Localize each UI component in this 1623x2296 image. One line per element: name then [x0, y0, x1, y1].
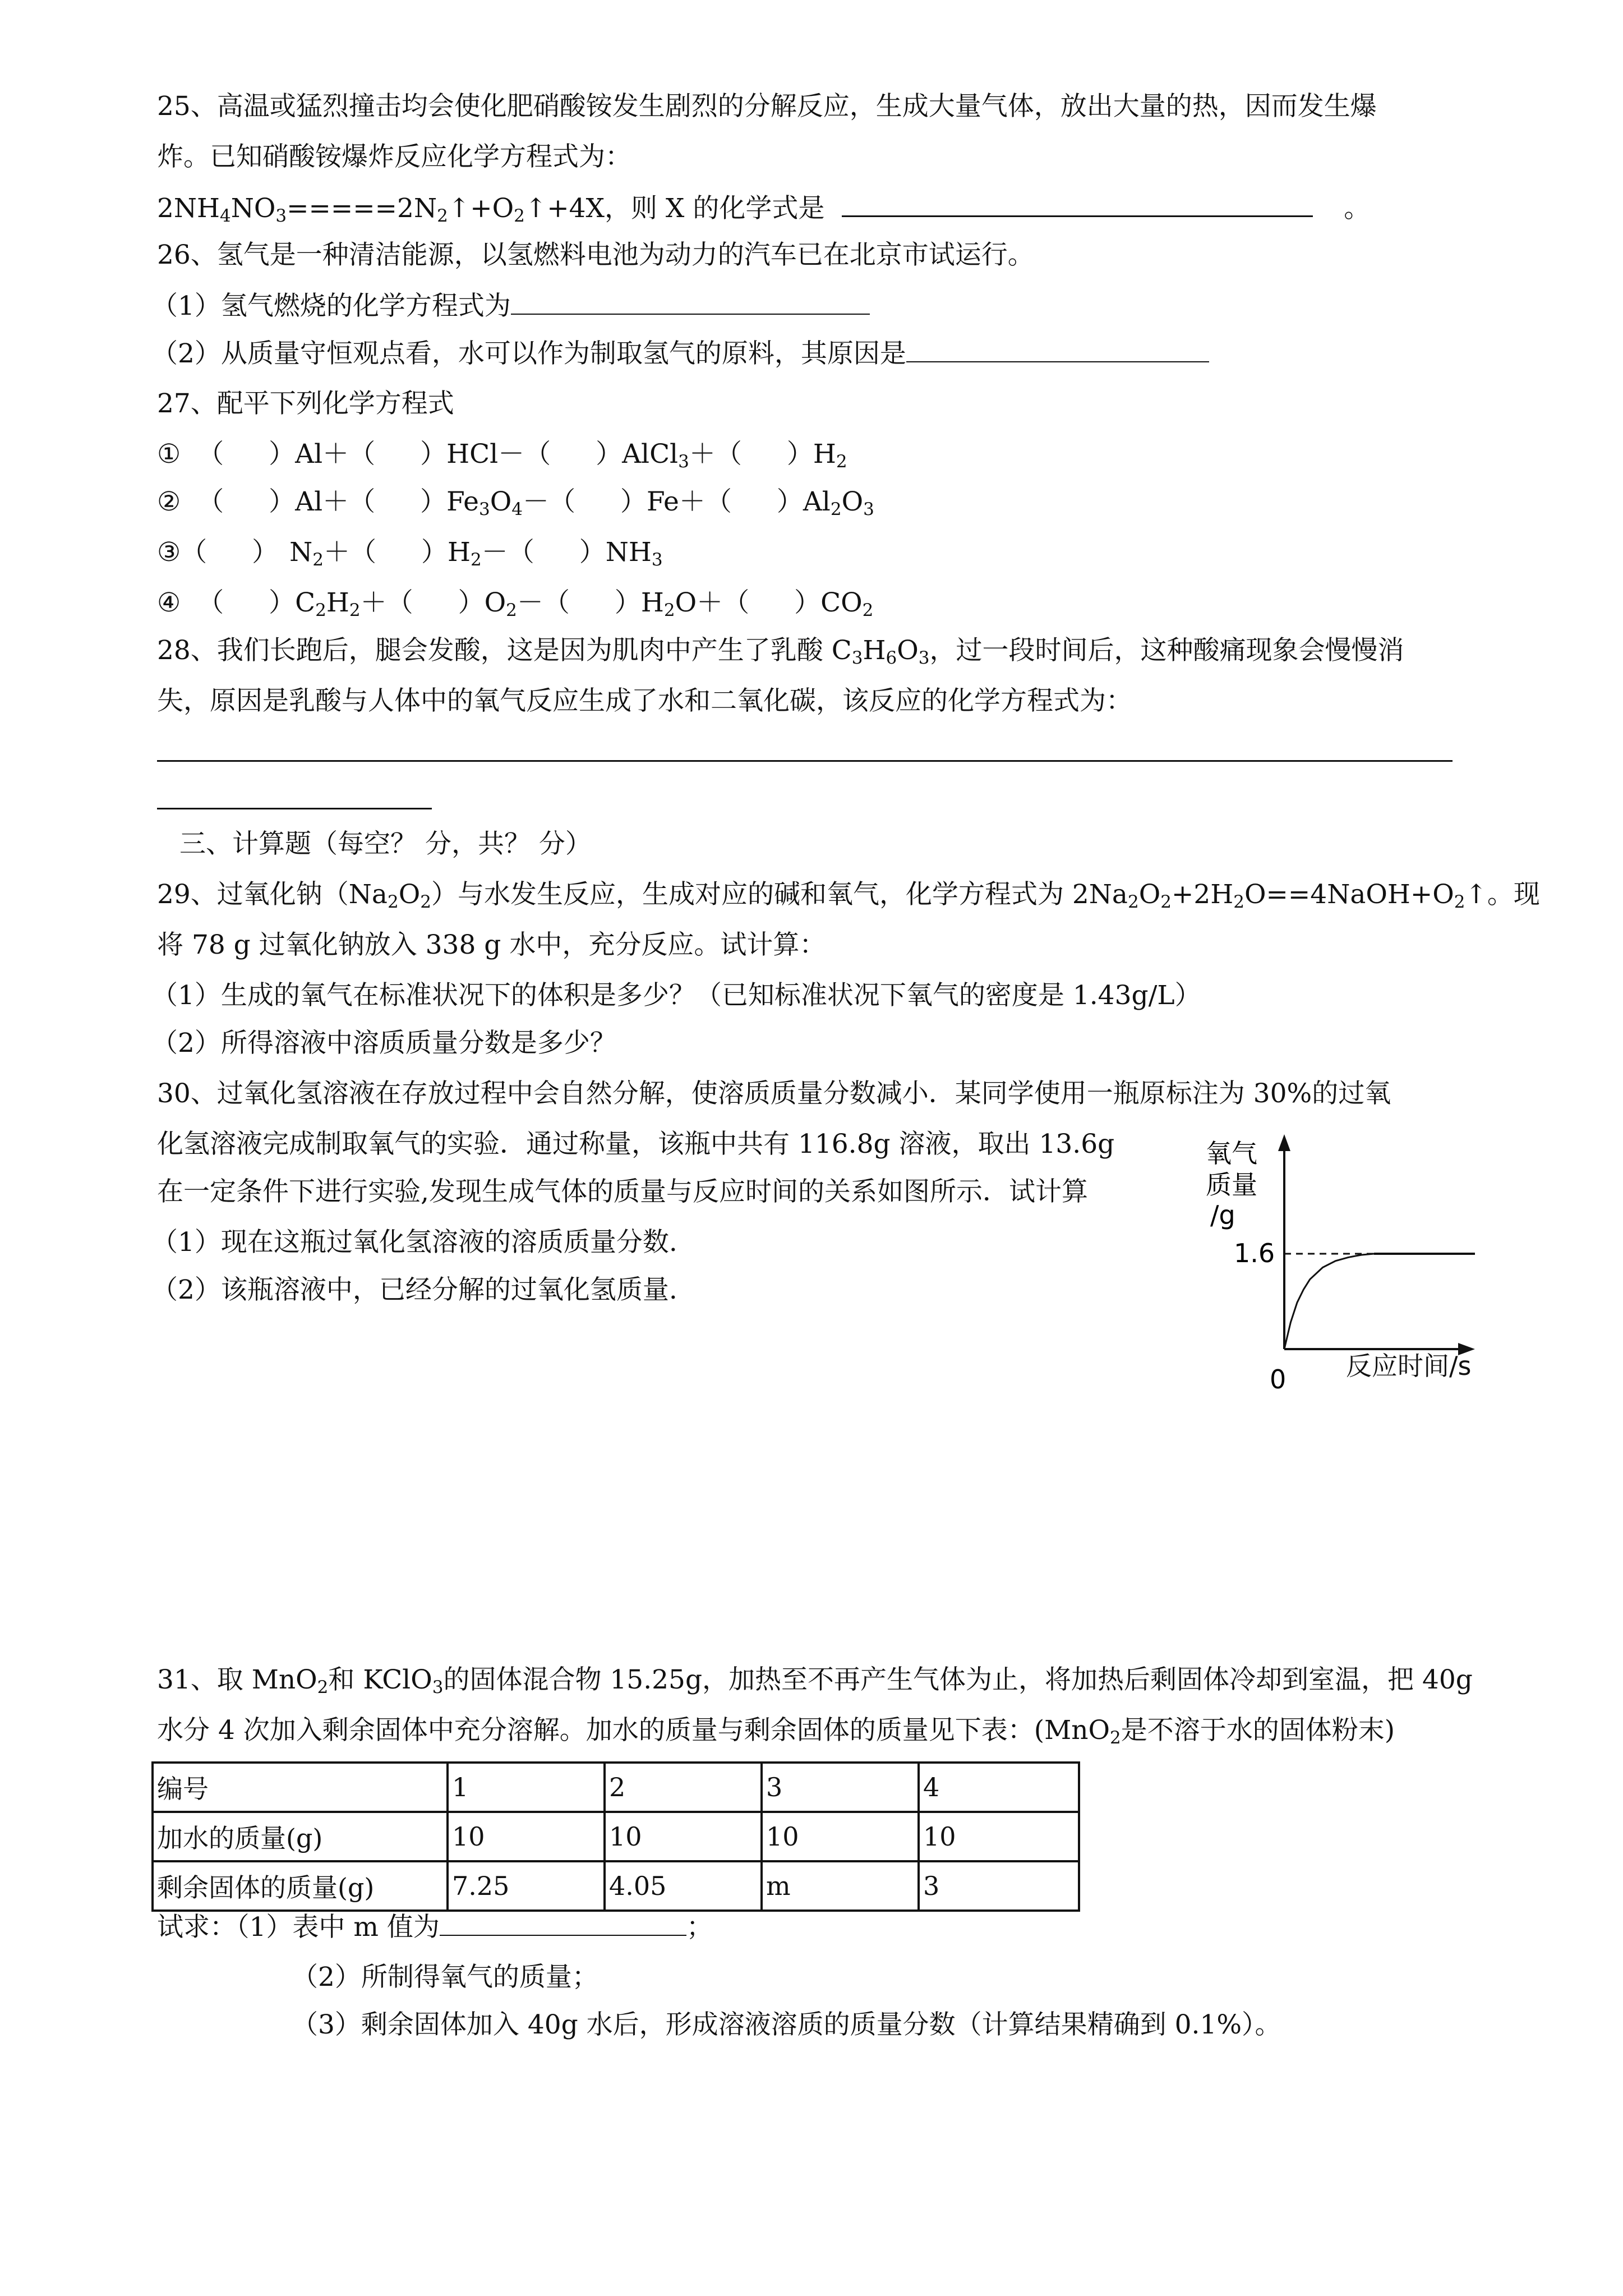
table-cell: m [762, 1861, 919, 1911]
q27-row-4: ④ （ ）$C_2H_2+$（ ）$O_2-$（ ）$H_2O+$（ ）$CO_2$ [157, 587, 874, 620]
q31-line-2: 水分 4 次加入剩余固体中充分溶解。加水的质量与剩余固体的质量见下表：(MnO$_2$是不溶于水的固体粉末) [157, 1715, 1395, 1748]
y-axis-label-line-2: 质量 [1206, 1170, 1257, 1200]
table-cell: 10 [605, 1812, 762, 1861]
q26-sub-2: （2）从质量守恒观点看，水可以作为制取氢气的原料，其原因是 [151, 337, 1209, 371]
q29-line-1: 29、过氧化钠$(Na_2O_2)$与水发生反应，生成对应的碱和氧气，化学方程式为 $2Na_2O_2+2H_2O==4NaOH+O_2↑$。现 [157, 879, 1540, 912]
y-axis-arrow [1278, 1134, 1290, 1151]
table-cell: 编号 [153, 1763, 448, 1812]
table-cell: 3 [919, 1861, 1079, 1911]
q25-equation: $2NH_4NO_3=====2N_2↑+O_2↑+4X$，则 X 的化学式是 。 [157, 191, 1370, 226]
table-cell: 10 [762, 1812, 919, 1861]
q30-line-3: 在一定条件下进行实验,发现生成气体的质量与反应时间的关系如图所示．试计算 [157, 1176, 1088, 1207]
oxygen-curve [1284, 1254, 1374, 1349]
q26-line-1: 26、氢气是一种清洁能源，以氢燃料电池为动力的汽车已在北京市试运行。 [157, 240, 1034, 270]
q30-sub-1: （1）现在这瓶过氧化氢溶液的溶质质量分数. [151, 1227, 677, 1258]
table-cell: 10 [919, 1812, 1079, 1861]
origin-label: 0 [1270, 1364, 1287, 1395]
q27-row-2: ② （ ）Al＋（ ）$Fe_3O_4-$（ ）Fe＋（ ）$Al_2O_3$ [157, 486, 874, 519]
q30-line-2: 化氢溶液完成制取氧气的实验．通过称量，该瓶中共有 116.8g 溶液，取出 13.6g [157, 1129, 1115, 1159]
table-cell: 10 [448, 1812, 605, 1861]
q26-sub1-blank[interactable] [511, 289, 870, 315]
y-tick-label: 1.6 [1234, 1238, 1275, 1268]
q31-line-1: 31、取 MnO$_2$和 KClO$_3$的固体混合物 15.25g，加热至不再产生气体为止，将加热后剩固体冷却到室温，把 40g [157, 1664, 1473, 1697]
table-cell: 3 [762, 1763, 919, 1812]
q28-answer-line[interactable] [157, 760, 1453, 762]
x-axis-label: 反应时间/s [1346, 1351, 1472, 1381]
table-cell: 4 [919, 1763, 1079, 1812]
table-cell: 加水的质量(g) [153, 1812, 448, 1861]
table-row [153, 1861, 1079, 1911]
q25-line-1: 25、高温或猛烈撞击均会使化肥硝酸铵发生剧烈的分解反应，生成大量气体，放出大量的热，因而发生爆 [157, 91, 1377, 122]
section-3-heading: 三、计算题（每空？ 分，共？ 分） [179, 829, 592, 859]
q27-row-1: ① （ ）Al＋（ ）HCl－（ ）AlCl$_3$＋（ ）$H_2$ [157, 439, 847, 472]
q29-sub-1: （1）生成的氧气在标准状况下的体积是多少？（已知标准状况下氧气的密度是 1.43g/L） [151, 980, 1201, 1011]
table-cell: 2 [605, 1763, 762, 1812]
q27-title: 27、配平下列化学方程式 [157, 388, 454, 419]
table-row [153, 1812, 1079, 1861]
q31-ask-2: （2）所制得氧气的质量； [292, 1962, 598, 1993]
y-axis-label-line-1: 氧气 [1206, 1138, 1257, 1168]
table-cell: 7.25 [448, 1861, 605, 1911]
q27-row-3: ③（ ） $N_2+$（ ）$H_2-$（ ）$NH_3$ [157, 537, 663, 570]
q31-ask-1: 试求：（1）表中 m 值为 ； [157, 1910, 713, 1944]
q26-sub2-blank[interactable] [906, 337, 1209, 362]
q30-line-1: 30、过氧化氢溶液在存放过程中会自然分解，使溶质质量分数减小．某同学使用一瓶原标注为 30%的过氧 [157, 1078, 1391, 1109]
q28-line-2: 失，原因是乳酸与人体中的氧气反应生成了水和二氧化碳，该反应的化学方程式为： [157, 685, 1132, 716]
q25-line-2: 炸。已知硝酸铵爆炸反应化学方程式为： [157, 141, 631, 172]
q29-sub-2: （2）所得溶液中溶质质量分数是多少？ [151, 1028, 616, 1059]
y-axis-unit: /g [1210, 1200, 1235, 1230]
q29-line-2: 将 78 g 过氧化钠放入 338 g 水中，充分反应。试计算： [157, 930, 826, 960]
q31-m-blank[interactable] [440, 1910, 686, 1936]
q28-line-1: 28、我们长跑后，腿会发酸，这是因为肌肉中产生了乳酸 $C_3H_6O_3$，过一段时间后，这种酸痛现象会慢慢消 [157, 635, 1404, 668]
table-cell: 剩余固体的质量(g) [153, 1861, 448, 1911]
q31-ask-3: （3）剩余固体加入 40g 水后，形成溶液溶质的质量分数（计算结果精确到 0.1%）。 [292, 2009, 1281, 2040]
q28-answer-line-2[interactable] [157, 808, 432, 809]
table-row [153, 1763, 1079, 1812]
table-cell: 1 [448, 1763, 605, 1812]
q26-sub-1: （1）氢气燃烧的化学方程式为 [151, 289, 870, 323]
table-cell: 4.05 [605, 1861, 762, 1911]
q30-sub-2: （2）该瓶溶液中，已经分解的过氧化氢质量. [151, 1274, 677, 1305]
q31-data-table [151, 1761, 1080, 1912]
q25-answer-blank[interactable] [842, 191, 1313, 217]
